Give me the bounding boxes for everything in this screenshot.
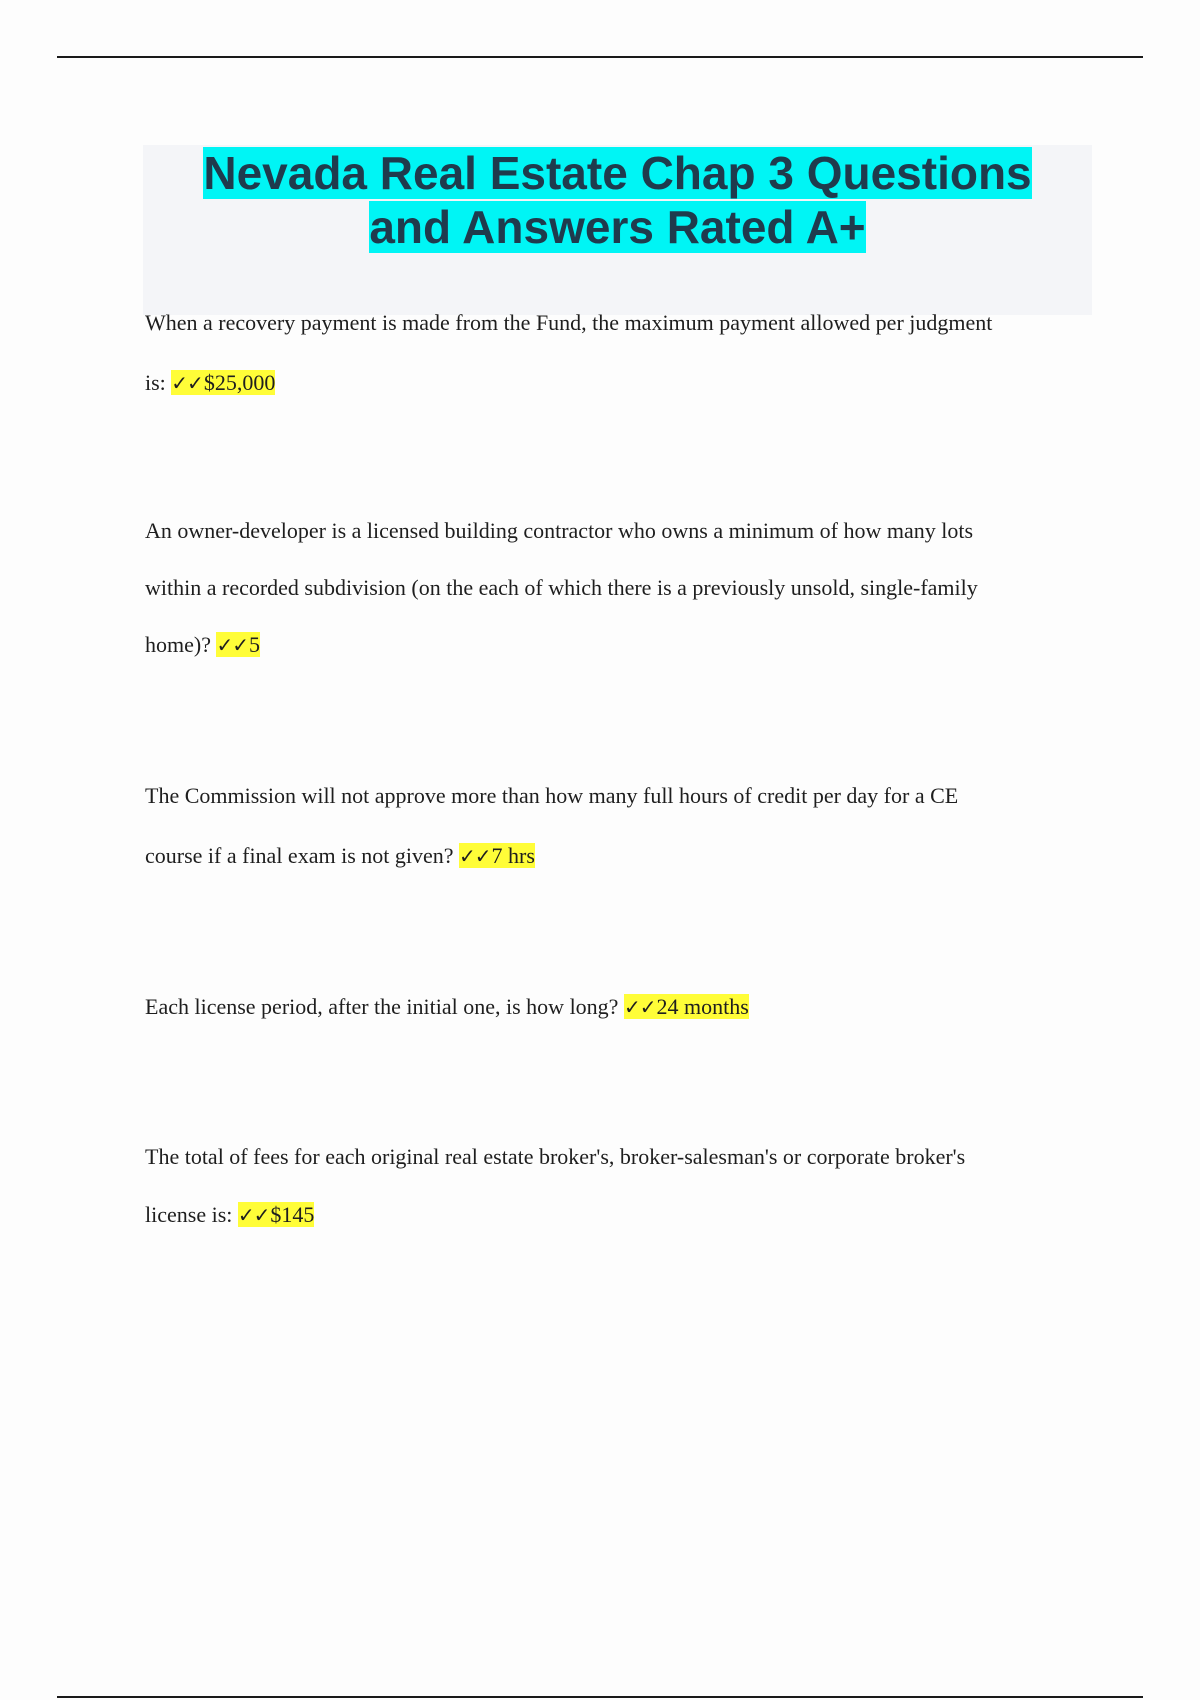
answer-highlight bbox=[216, 632, 260, 657]
double-check-icon: ✓✓ bbox=[216, 633, 248, 657]
question-text: The Commission will not approve more than how many full hours of credit per day for a CE bbox=[145, 783, 959, 808]
question-text: course if a final exam is not given? bbox=[145, 843, 454, 868]
question-line bbox=[145, 632, 1090, 658]
qa-item-4 bbox=[145, 994, 1090, 1020]
top-divider bbox=[57, 56, 1143, 58]
question-text: is: bbox=[145, 370, 166, 395]
question-text: When a recovery payment is made from the Fund, the maximum payment allowed per judgment bbox=[145, 310, 993, 335]
question-text: license is: bbox=[145, 1202, 233, 1227]
double-check-icon: ✓✓ bbox=[237, 1203, 270, 1227]
document-title: Nevada Real Estate Chap 3 Questions and Answers Rated A+ bbox=[203, 147, 1032, 253]
double-check-icon: ✓✓ bbox=[171, 371, 203, 395]
double-check-icon: ✓✓ bbox=[623, 995, 656, 1019]
qa-item-1 bbox=[145, 310, 1090, 396]
answer-highlight bbox=[459, 843, 535, 868]
question-text: Each license period, after the initial one, is how long? bbox=[145, 994, 619, 1019]
bottom-divider bbox=[57, 1696, 1143, 1698]
answer-highlight bbox=[624, 994, 749, 1019]
answer-text: $145 bbox=[270, 1202, 315, 1227]
double-check-icon: ✓✓ bbox=[459, 844, 491, 868]
answer-text: $25,000 bbox=[203, 370, 276, 395]
answer-highlight bbox=[238, 1202, 315, 1227]
question-line bbox=[145, 1202, 1090, 1228]
question-text: An owner-developer is a licensed building contractor who owns a minimum of how many lots bbox=[145, 518, 974, 543]
question-text: within a recorded subdivision (on the each of which there is a previously unsold, single-family bbox=[145, 575, 978, 600]
question-line bbox=[145, 370, 1090, 396]
answer-highlight bbox=[171, 370, 275, 395]
title-banner bbox=[143, 145, 1092, 315]
answer-text: 24 months bbox=[656, 994, 749, 1019]
qa-item-5 bbox=[145, 1144, 1090, 1228]
question-text: home)? bbox=[145, 632, 211, 657]
qa-item-3 bbox=[145, 783, 1090, 869]
question-line bbox=[145, 994, 1090, 1020]
qa-item-2 bbox=[145, 518, 1090, 658]
answer-text: 5 bbox=[248, 632, 260, 657]
question-text: The total of fees for each original real estate broker's, broker-salesman's or corporate broker's bbox=[145, 1144, 966, 1169]
question-line bbox=[145, 843, 1090, 869]
answer-text: 7 hrs bbox=[491, 843, 535, 868]
